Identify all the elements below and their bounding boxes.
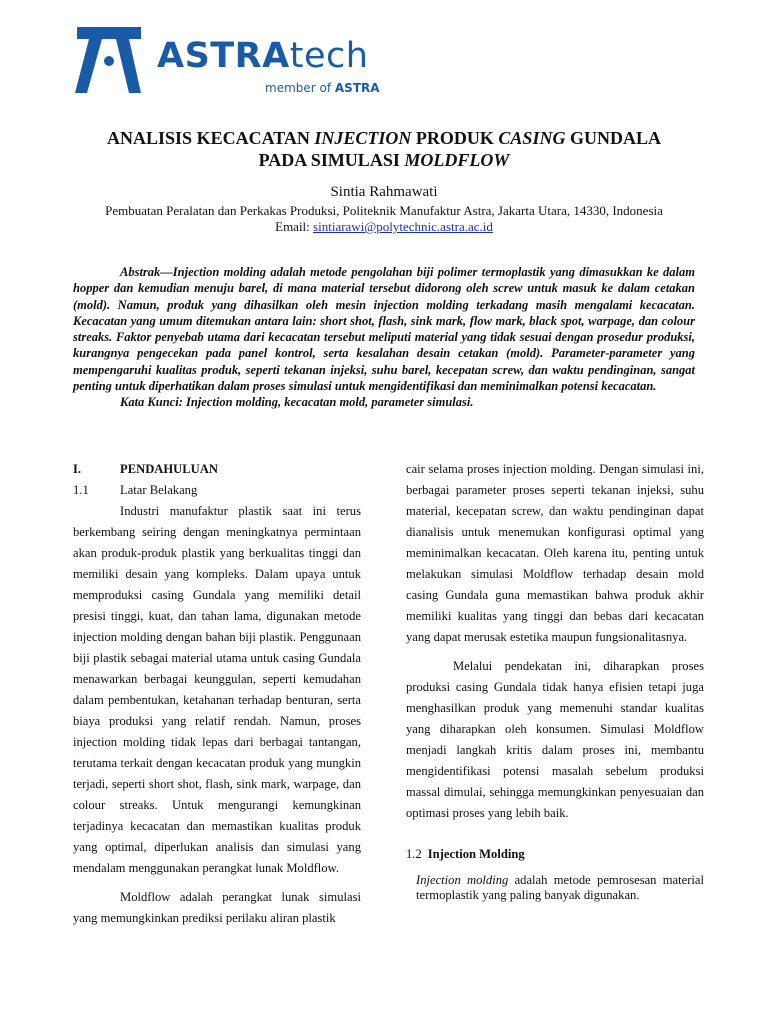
astratech-logo [75,25,385,97]
abstract-body: Abstrak—Injection molding adalah metode pengolahan biji polimer termoplastik yang dimasukkan ke dalam hopper dan kemudian menuju barel, di mana material tersebut didorong oleh screw untuk masuk ke dalam cetakan (mold). Namun, produk yang dihasilkan oleh mesin injection molding terkadang masih mengalami kecacatan. Kecacatan yang umum ditemukan antara lain: short shot, flash, sink mark, flow mark, black spot, warpage, dan colour streaks. Faktor penyebab utama dari kecacatan tersebut meliputi material yang tidak sesuai dengan prosedur produksi, kurangnya pengecekan pada panel kontrol, serta kesalahan desain cetakan (mold). Parameter-parameter yang mempengaruhi kualitas produk, seperti tekanan injeksi, suhu barel, kecepatan screw, dan waktu pendinginan, sangat penting untuk diperhatikan dalam proses simulasi untuk mengidentifikasi dan meminimalkan potensi kecacatan. [73,265,695,394]
paragraph: cair selama proses injection molding. Dengan simulasi ini, berbagai parameter proses seperti tekanan injeksi, suhu material, kecepatan screw, dan waktu pendinginan dapat dianalisis untuk menemukan konfigurasi optimal yang meminimalkan kecacatan. Oleh karena itu, penting untuk melakukan simulasi Moldflow terhadap desain mold casing Gundala guna memastikan bahwa produk akhir memiliki kualitas yang tinggi dan bebas dari kecacatan yang dapat merusak estetika maupun fungsionalitasnya. [406,462,704,644]
subsection-heading: 1.1 Latar Belakang [73,483,198,497]
paragraph: Injection molding adalah metode pemrosesan material termoplastik yang paling banyak digunakan. [416,873,704,902]
subsection-heading: 1.2 Injection Molding [406,847,525,861]
paper-title-line-2: PADA SIMULASI MOLDFLOW [258,150,510,170]
paragraph: Industri manufaktur plastik saat ini terus berkembang seiring dengan meningkatnya permintaan akan produk-produk plastik yang berkualitas tinggi dan memiliki desain yang kompleks. Dalam upaya untuk memproduksi casing Gundala yang memiliki detail presisi tinggi, kuat, dan tahan lama, digunakan metode injection molding dengan bahan biji plastik. Penggunaan biji plastik sebagai material utama untuk casing Gundala menawarkan berbagai keunggulan, seperti kemudahan dalam pembentukan, ketahanan terhadap benturan, serta biaya produksi yang relatif rendah. Namun, proses injection molding tidak lepas dari berbagai tantangan, terutama terkait dengan kecacatan produk yang mungkin terjadi, seperti short shot, flash, sink mark, warpage, dan colour streaks. Untuk mengurangi kemungkinan terjadinya kecacatan dan memastikan kualitas produk yang optimal, diperlukan analisis dan simulasi yang mendalam menggunakan perangkat lunak Moldflow. [73,504,361,875]
paragraph: Moldflow adalah perangkat lunak simulasi yang memungkinkan prediksi perilaku aliran plastik [73,890,361,925]
left-column [73,459,361,929]
astratech-emblem-icon [75,25,143,95]
author-email: Email: sintiarawi@polytechnic.astra.ac.id [275,219,493,234]
paper-title-line-1: ANALISIS KECACATAN INJECTION PRODUK CASING GUNDALA [107,128,661,148]
author-name: Sintia Rahmawati [330,184,438,200]
brand-name: ASTRAtech [157,36,369,76]
section-heading: I. PENDAHULUAN [73,462,218,476]
abstract [73,264,695,411]
email-link[interactable]: sintiarawi@polytechnic.astra.ac.id [313,219,493,234]
right-column [406,459,704,903]
author-affiliation: Pembuatan Peralatan dan Perkakas Produksi, Politeknik Manufaktur Astra, Jakarta Utara, 14330, Indonesia [105,203,663,218]
brand-tagline: member of ASTRA [265,81,380,95]
keywords: Kata Kunci: Injection molding, kecacatan mold, parameter simulasi. [120,395,474,410]
paragraph: Melalui pendekatan ini, diharapkan proses produksi casing Gundala tidak hanya efisien tetapi juga menghasilkan produk yang memenuhi standar kualitas yang diharapkan oleh konsumen. Simulasi Moldflow menjadi langkah kritis dalam proses ini, membantu mengidentifikasi potensi masalah sebelum produksi massal dimulai, sehingga memungkinkan penyesuaian dan optimasi proses yang lebih baik. [406,659,704,820]
